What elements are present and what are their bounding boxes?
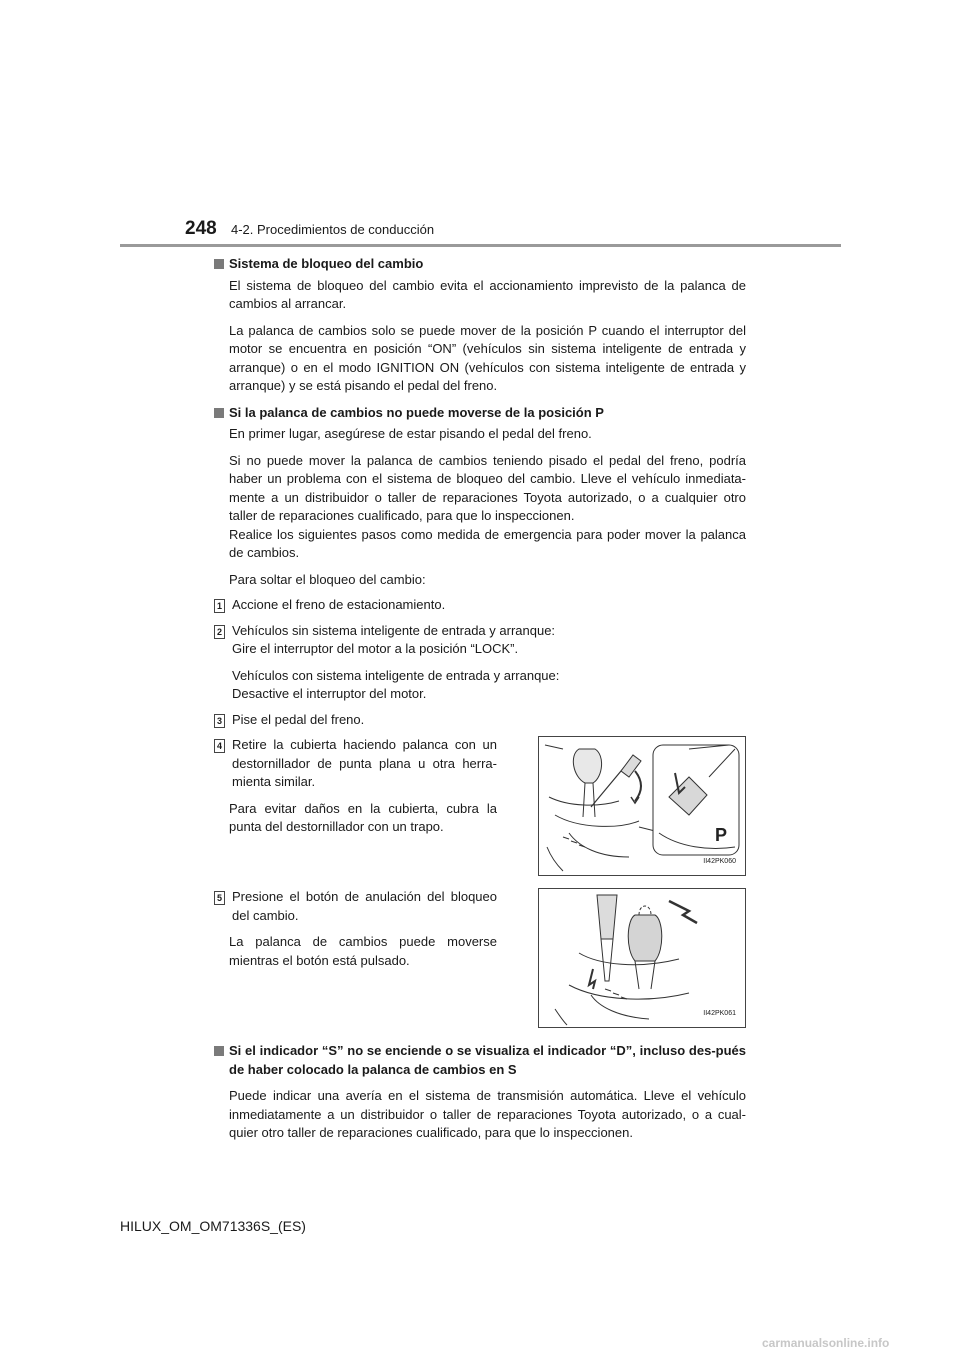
paragraph: El sistema de bloqueo del cambio evita el accionamiento imprevisto de la palanca de cambios al arrancar.: [229, 277, 746, 311]
step-number-badge: 1: [214, 599, 225, 613]
step-text: Vehículos sin sistema inteligente de entrada y arranque:: [232, 622, 556, 638]
paragraph: La palanca de cambios solo se puede mover de la posición P cuando el interruptor del motor se encuentra en posición “ON” (vehículos sin sistema inteligente de entrada y arranque) o en el modo IGNITION ON (vehículos con sistema inteligente de entrada y arranque) y se está pisando el pedal del freno.: [229, 322, 746, 393]
step-text: Desactive el interruptor del motor.: [232, 686, 427, 701]
step-3: [212, 711, 746, 730]
header-rule: [120, 244, 841, 247]
paragraph: Para soltar el bloqueo del cambio:: [229, 571, 426, 587]
square-bullet-icon: [214, 408, 224, 418]
step-5: [212, 888, 497, 925]
square-bullet-icon: [214, 259, 224, 269]
step-text: Presione el botón de anulación del bloqueo del cambio.: [232, 889, 497, 923]
page-number: 248: [185, 218, 217, 239]
step-note: Para evitar daños en la cubierta, cubra la punta del destornillador con un trapo.: [229, 800, 497, 834]
figure-remove-cover: [538, 736, 746, 876]
step-note: La palanca de cambios puede moverse mientras el botón está pulsado.: [229, 934, 497, 968]
main-content: [212, 255, 746, 1143]
paragraph: Si no puede mover la palanca de cambios teniendo pisado el pedal del freno, podría haber un problema con el sistema de bloqueo del cambio. Lleve el vehículo inmediata-mente a un distribuidor o taller de reparaciones Toyota autorizado, o a cualquier otro taller de reparaciones cualificado, para que lo inspeccionen.: [229, 452, 746, 523]
step-number-badge: 3: [214, 714, 225, 728]
figure-release-button: [538, 888, 746, 1028]
section-title-lever-stuck: Si la palanca de cambios no puede moverse de la posición P: [212, 404, 746, 423]
step-number-badge: 5: [214, 891, 225, 905]
step-4: [212, 736, 497, 792]
figure-code: II42PK061: [703, 1009, 736, 1017]
document-code: HILUX_OM_OM71336S_(ES): [120, 1218, 306, 1234]
step-number-badge: 4: [214, 739, 225, 753]
step-text: Pise el pedal del freno.: [232, 711, 365, 727]
square-bullet-icon: [214, 1046, 224, 1056]
step-text: Accione el freno de estacionamiento.: [232, 597, 446, 612]
step-4-row: [212, 736, 746, 876]
position-p-label: P: [715, 825, 728, 845]
paragraph: En primer lugar, asegúrese de estar pisando el pedal del freno.: [229, 426, 592, 441]
step-2: [212, 622, 746, 704]
paragraph: Realice los siguientes pasos como medida de emergencia para poder mover la palanca de cambios.: [229, 526, 746, 560]
section-title-s-indicator: Si el indicador “S” no se enciende o se visualiza el indicador “D”, incluso des-pués de haber colocado la palanca de cambios en S: [212, 1042, 746, 1079]
step-text: Vehículos con sistema inteligente de entrada y arranque:: [232, 667, 560, 683]
running-head: 4-2. Procedimientos de conducción: [231, 222, 435, 237]
step-number-badge: 2: [214, 625, 225, 639]
watermark: carmanualsonline.info: [762, 1336, 890, 1350]
paragraph: Puede indicar una avería en el sistema de transmisión automática. Lleve el vehículo inmediatamente a un distribuidor o taller de reparaciones Toyota autorizado, o a cual-quier otro taller de reparaciones cualificado, para que lo inspeccionen.: [229, 1088, 746, 1140]
section-title-shift-lock: Sistema de bloqueo del cambio: [212, 255, 746, 274]
figure-code: II42PK060: [703, 857, 736, 865]
step-text: Retire la cubierta haciendo palanca con un destornillador de punta plana u otra herra-mienta similar.: [232, 737, 497, 789]
step-5-row: [212, 888, 746, 1028]
step-1: [212, 596, 746, 615]
step-text: Gire el interruptor del motor a la posición “LOCK”.: [232, 641, 519, 656]
